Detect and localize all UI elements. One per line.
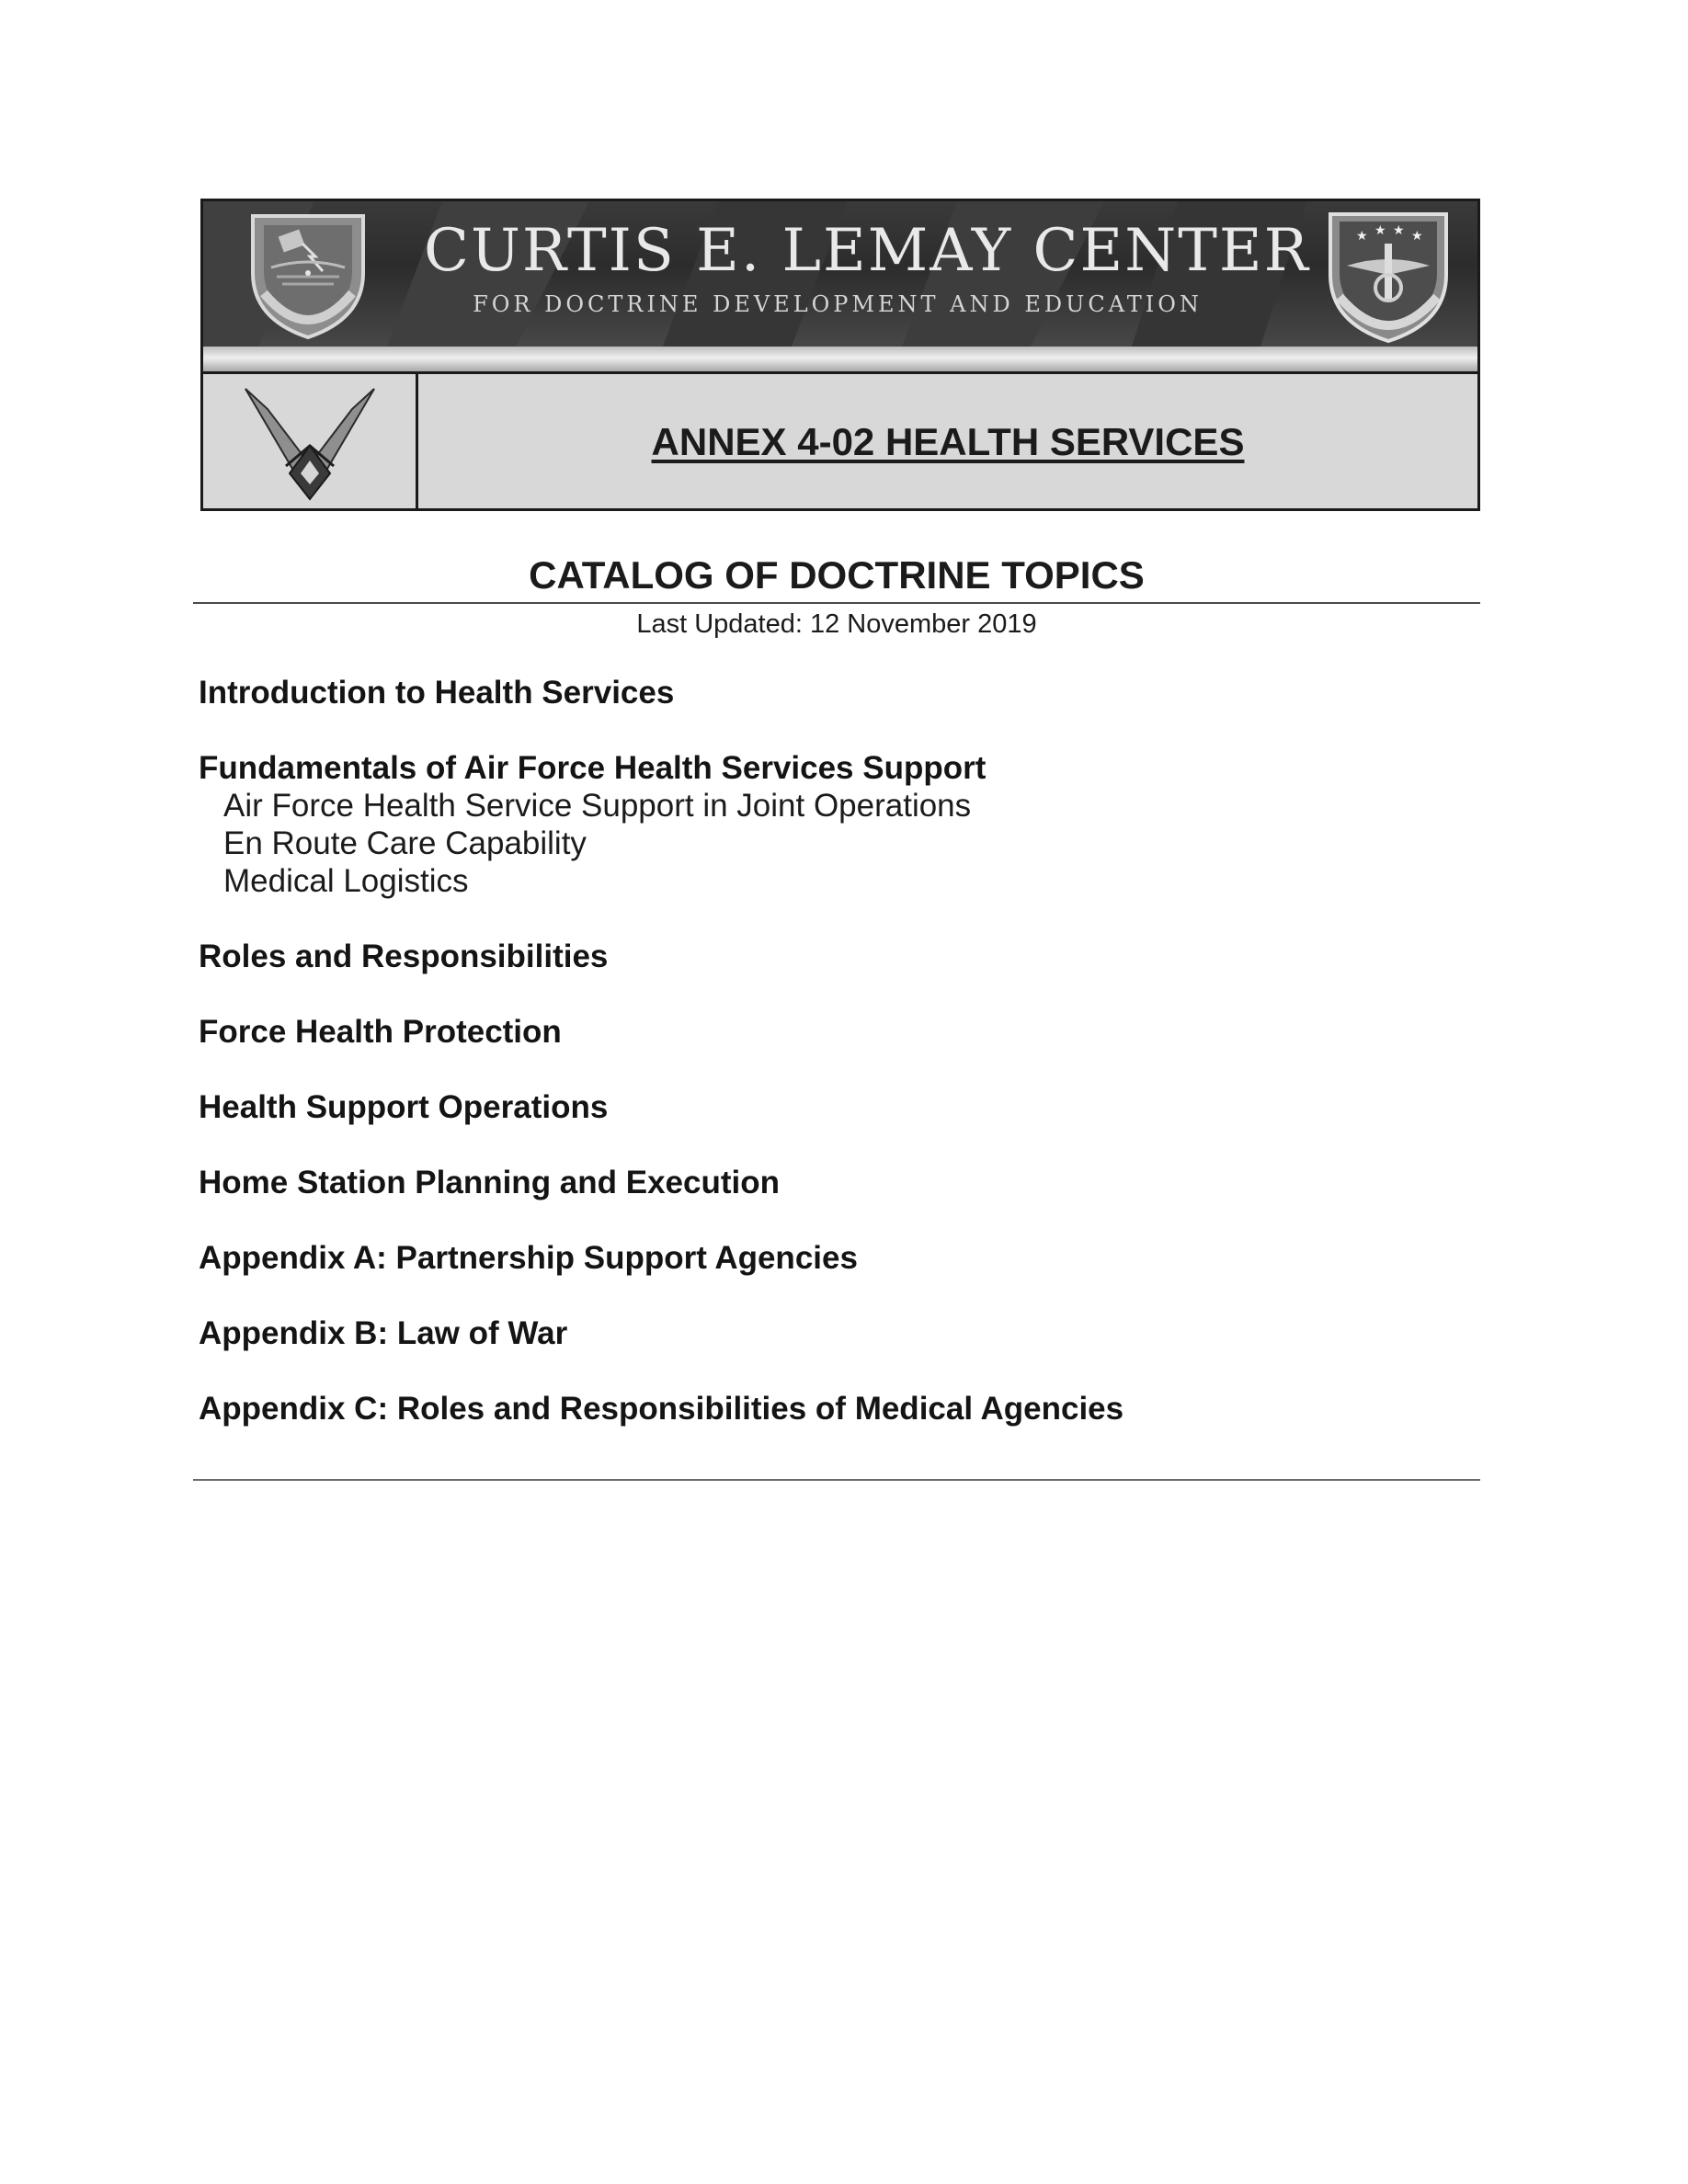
banner-title: CURTIS E. LEMAY CENTER xyxy=(424,217,1310,285)
doctrine-header xyxy=(200,199,1480,511)
heading-divider xyxy=(193,602,1480,604)
banner-subtitle: FOR DOCTRINE DEVELOPMENT AND EDUCATION xyxy=(473,291,1203,317)
svg-text:★: ★ xyxy=(1356,229,1368,244)
annex-title-cell xyxy=(418,374,1477,508)
subtopic-joint-operations[interactable]: Air Force Health Service Support in Joint Operations xyxy=(223,788,972,824)
catalog-title: CATALOG OF DOCTRINE TOPICS xyxy=(529,553,1145,597)
lemay-center-seal-icon xyxy=(1319,207,1457,345)
air-university-seal-icon xyxy=(244,209,372,342)
topic-appendix-c[interactable]: Appendix C: Roles and Responsibilities of Medical Agencies xyxy=(199,1391,1124,1427)
topic-home-station-planning[interactable]: Home Station Planning and Execution xyxy=(199,1165,780,1200)
svg-text:★: ★ xyxy=(1393,223,1405,238)
topic-fundamentals[interactable]: Fundamentals of Air Force Health Services Support xyxy=(199,750,987,786)
topic-roles-responsibilities[interactable]: Roles and Responsibilities xyxy=(199,938,609,974)
topic-force-health-protection[interactable]: Force Health Protection xyxy=(199,1014,562,1050)
subtopic-medical-logistics[interactable]: Medical Logistics xyxy=(223,863,469,899)
topic-health-support-operations[interactable]: Health Support Operations xyxy=(199,1089,609,1125)
banner-divider-stripe xyxy=(203,347,1477,374)
annex-title: ANNEX 4-02 HEALTH SERVICES xyxy=(651,420,1245,463)
topic-appendix-b[interactable]: Appendix B: Law of War xyxy=(199,1315,568,1351)
air-force-symbol-icon xyxy=(242,381,378,505)
topic-appendix-a[interactable]: Appendix A: Partnership Support Agencies xyxy=(199,1240,858,1276)
annex-row xyxy=(203,374,1477,508)
last-updated-date: Last Updated: 12 November 2019 xyxy=(636,609,1037,639)
svg-text:★: ★ xyxy=(1374,223,1386,238)
symbol-cell xyxy=(203,374,418,508)
subtopic-en-route-care[interactable]: En Route Care Capability xyxy=(223,825,587,861)
lemay-center-banner xyxy=(203,201,1477,347)
svg-text:★: ★ xyxy=(1411,229,1423,244)
topic-introduction[interactable]: Introduction to Health Services xyxy=(199,675,675,711)
footer-divider xyxy=(193,1479,1480,1481)
